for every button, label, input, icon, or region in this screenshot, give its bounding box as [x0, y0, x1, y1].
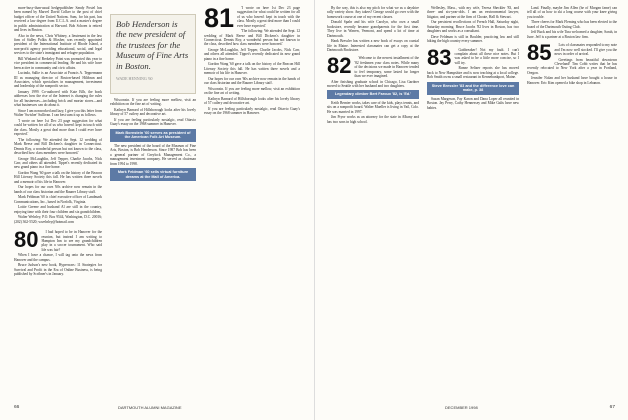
class-83-section [427, 44, 519, 80]
footer-left: DARTMOUTH ALUMNI MAGAZINE [118, 405, 182, 410]
left-column-3 [204, 6, 300, 398]
left-column-1 [14, 6, 102, 398]
left-col3-para: Gordon Wang '60 gave a talk on the history of the Beacon Hill Literary Society this fall. He has written three novels and a memoir of his life in Hanover. [204, 62, 300, 76]
class-year-83: 83 [427, 44, 452, 70]
pull-quote-box [110, 14, 196, 94]
pull-banner: Mark Bornstein '60 serves as president of the American Folk Art Museum. [110, 129, 196, 142]
left-col1-para: Mark Feldman '60 is chief executive officer of Landmark Communications, Inc., based in Norfolk, Virginia. [14, 195, 102, 204]
left-column-2 [110, 98, 196, 398]
left-col1-para: 'The following: We attended the Sept. 12 wedding of Mark Reese and Bill Dickens's daughter in Connecticut. Dennis Roy, a wonderful person but not known to the class, described how class members were honored.' [14, 137, 102, 155]
right-col1-para: Jim Pryor works as an attorney for the state in Albany and has two sons in high school. [327, 115, 419, 124]
pull-quote-text: Bob Henderson is the new president of the trustees for the Museum of Fine Arts in Boston. [116, 19, 189, 71]
left-col1-para: Since I am nonworked and lazy, I give you this letter from Walter 'Swisher' Sullivan. I can best sum it up as follows. [14, 108, 102, 118]
class-year-85: 85 [527, 40, 552, 66]
page-number-right: 67 [609, 405, 615, 410]
footer-right: DECEMBER 1998 [445, 405, 478, 410]
left-col2-para: Wisconsin. If you are feeling more mellow, visit an exhibition on the fine art of writing. [110, 98, 196, 107]
right-page [314, 0, 628, 420]
class-85-section [527, 40, 617, 85]
right-col3-para: Greetings from beautiful downtown Cleveland! Tim Cobb writes that he has recently relocated to New York after a year in Portland, Oregon. [527, 57, 617, 75]
left-col1-para: When I have a chance, I will tag onto the news from Hanover and the campus. [14, 253, 102, 262]
right-column-2 [427, 6, 519, 398]
right-col3-para: Jennifer Nolan and her husband have bought a house in Hanover. Eric Kim opened a bike shop in Lebanon. [527, 76, 617, 85]
left-col1-para: Bill Winland of Berkeley Point was promoted this year to vice president in commercial lending. He and his wife have been active in community and civic affairs. [14, 56, 102, 70]
left-col3-para: If you are feeling particularly nostalgic, read Ottavio Guay's essay on the 1968 summer in Hanover. [204, 106, 300, 116]
class-82-section [327, 53, 419, 89]
left-col1-para: 'I wrote on here 1st Dec 23 page suggestion for what could be written for all of us who haven't kept in touch with the class. Mostly a great deal more than I could ever have expected.' [14, 118, 102, 137]
right-col1-para: Welcome to the newest installment of the '82 freshmen your class notes. While many of the decisions we made in Hanover tended to feel temporary, some lasted far longer than we ever imagined. [354, 56, 419, 79]
right-col1-para: Keith Bernier works, takes care of the kids, plays tennis, and sits on a nonprofit board. Walter Mueller is living in Vail, Colo. He was married in 1997. [327, 101, 419, 114]
right-col2-para: Wellesley, Mass., with my wife, Teresa Sheckler '83, and three- and six-year-olds. I am an environmental lawyer, litigator, and partner at the firm of Choate, Hall & Stewart. [427, 6, 519, 19]
left-col3-para: Kathryn Barnard of Hillsborough looks after his lovely library of 57 cutlery and decorative art. [204, 96, 300, 106]
left-col1-para: George McLaughlin, Jeff Tepper, Charlie Jacobs, Nick Carr, and others all attended. Tippet's recently dedicated its new grand piano in a fine home. [14, 156, 102, 170]
left-col2-para: If you are feeling particularly nostalgic, read Ottavio Guay's essay on the 1968 summer in Hanover. [110, 118, 196, 127]
right-col2-para: Susan Margeson, Fay Karon and Dana Loper all reunited in Boston. Jay Perry, Cathy Hennessey and Mike Galis have new babies. [427, 96, 519, 110]
left-col1-para: Lucinda, Sallie is an Associate at Francis A. Teppermann III as managing director of Boston-based Hiltbrun and Associates, which specializes in management, investment and leadership of the nonprofit sector. [14, 71, 102, 89]
left-col1-para: Bruce Judson's new book, Hyperwars: 11 Strategies for Survival and Profit in the Era of Online Business, is being published by Scribner's in January. [14, 263, 102, 277]
left-col1-para: Lottie Greene and husband Al are still in the country, enjoying time with their four children and six grandchildren. [14, 205, 102, 214]
pull-banner: Mark Feldman '60 sells virtual furniture dreams at the Mall of America. [110, 168, 196, 181]
right-col2-para: Our persistent recollections of French Hall, Saturday night, Saturday morning. Bruce Jacobs '82 lives in Boston, has two daughters and works as a consultant. [427, 20, 519, 34]
left-col1-para: Our hopes for our own '60s archive now remain in the hands of our class historian and the Rauner Library staff. [14, 185, 102, 194]
left-col1-para: more-busy-than-usual hedgepublisher Sandy Postel has been named by Marvel David Colker to the post of chief budget officer of the United Nations. Sam, for his part, has received a law degree from U.C.L.A. and a master's degree in public administration at Harvard. Bob Schoen is retired and lives in Boston. [14, 6, 102, 33]
page-number-left: 66 [14, 405, 20, 410]
class-year-81: 81 [204, 6, 235, 33]
left-col1-para: Gordon Wang '60 gave a talk on the history of the Beacon Hill Literary Society this fall. He has written three novels and a memoir of his life in Hanover. [14, 170, 102, 184]
right-col2-para: Ronne Seltzer reports she has moved back to New Hampshire and is now teaching at a local college. Rob Smith owns a small restaurant in Kennebunkport, Maine. [427, 66, 519, 80]
left-col3-para: 'The following: We attended the Sept. 12 wedding of Mark Reese and Bill Dickens's daughter in Connecticut. Dennis Roy, a wonderful person but not known to the class, described how class members were honored.' [204, 29, 300, 47]
left-col2-para: The new president of the board of the Museum of Fine Arts, Boston, is Bob Henderson. Since 1987 Bob has been a general partner of Greylock Management Co., a management investment company. He served as chairman from 1994 to 1998. [110, 144, 196, 166]
right-col3-para: Three cheers for Mark Fleming who has been elected to the board of the Dartmouth Outing Club. [527, 20, 617, 29]
left-col1-para: Also in the news, Chris Whitney, a lieutenant in the law firm of Sidley Polkis & Mosher, was recently appointed president of the International Institute of Rhode Island, a non-profit agency providing educational, social, and legal services to the state's immigrant and refugee population. [14, 33, 102, 56]
right-col2-para: Gaitbreaker! Not my fault. I can't complain about all these nice notes. But I was asked to be a little more concise, so I will try. [454, 47, 519, 65]
class-year-82: 82 [327, 53, 352, 79]
right-col3-para: Jeff Buck and his wife Tina welcomed a daughter, Sarah, in June. Jeff is a partner at a Boston law firm. [527, 30, 617, 39]
right-col3-para: Lots of classmates responded to my note and I'm now well stocked. I'll give you the news in order of arrival. [554, 43, 617, 57]
right-col1-para: By the way, this is also my pitch for what we as a dayshire rally variety show. Any takers? George would go over with the homework course at one of my recent classes. [327, 6, 419, 19]
photo-credit: WADE HENNING '60 [116, 76, 153, 82]
pull-banner: Steve Bressler '83 and the difference love can make, p. 38 [427, 82, 519, 95]
right-col3-para: Land. Finally, maybe Jim Allen (he of Morgan fame) can tell all of us how to ski a long course with your knee giving you trouble. [527, 6, 617, 19]
right-col1-para: Hank Bressler has written a new book of essays on coastal life in Maine. Interested classmates can get a copy at the Dartmouth Bookstore. [327, 39, 419, 53]
left-col1-para: Walter Wehrley, P.O. Box 9544, Washington, D.C. 20016; (202) 362-5520; wwehrley@hotmail.com [14, 215, 102, 224]
left-col3-para: Wisconsin. If you are feeling more mellow, visit an exhibition on the fine art of writing. [204, 86, 300, 96]
left-col2-para: Kathryn Barnard of Hillsborough looks after his lovely library of 57 cutlery and decorative art. [110, 108, 196, 117]
left-col1-para: January 1999. Co-authored with Kate Eilb, the book addresses how the rise of the Internet is changing the rules for all businesses—including brick and mortar stores—and what businesses can do about it. [14, 90, 102, 108]
left-col1-para: I had hoped to be in Hanover for the reunion, but instead I am writing to Hampton Inn to see my grandchildren play in a soccer tournament. Who said life was fair? [41, 230, 102, 252]
right-column-3 [527, 6, 617, 398]
class-year-80: 80 [14, 227, 39, 253]
class-80-section [14, 227, 102, 277]
right-col1-para: Donald Spahr and his wife Carolyn, who own a small bookstore, recently became grandparents for the first time. They live in Warren, Vermont, and spend a lot of time at Dartmouth. [327, 20, 419, 38]
right-col1-para: After finishing graduate school in Chicago, Lisa Gardner moved to Seattle with her husband and two daughters. [327, 79, 419, 89]
left-col3-para: George McLaughlin, Jeff Tepper, Charlie Jacobs, Nick Carr, and others all attended. Tippet's recently dedicated its new grand piano in a fine home. [204, 48, 300, 61]
left-col3-para: Our hopes for our own '60s archive now remain in the hands of our class historian and the Rauner Library staff. [204, 76, 300, 86]
right-col2-para: Dave Feldman is still in Boulder, practicing law and still hiking the high country every summer. [427, 34, 519, 44]
right-column-1 [327, 6, 419, 398]
pull-banner: Legendary climber Bert Faroux '82, is 'Ed.' [327, 90, 419, 99]
left-col3-para: 'I wrote on here 1st Dec 23 page suggestion for what could be written for all of us who haven't kept in touch with the class. Mostly a great deal more than I could ever have expected.' [237, 6, 300, 28]
